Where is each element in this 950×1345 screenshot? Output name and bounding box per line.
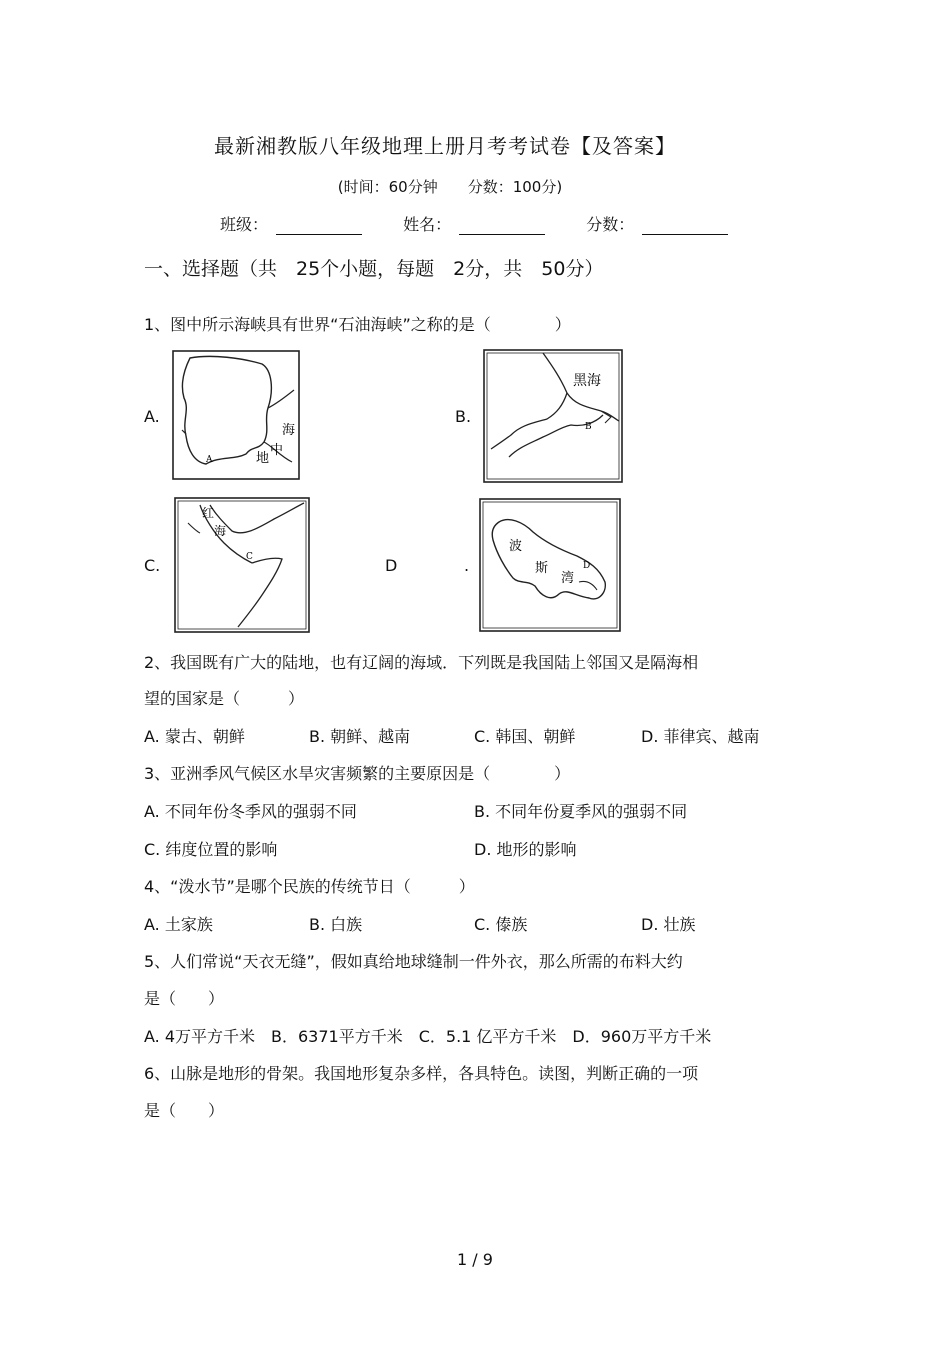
map-d-label-bo: 波 xyxy=(509,539,523,554)
q5-options[interactable]: A. 4万平方千米 B．6371平方千米 C．5.1 亿平方千米 D．960万平方千米 xyxy=(144,1027,712,1046)
class-field[interactable] xyxy=(220,212,362,235)
q2-option-b[interactable]: B. 朝鲜、越南 xyxy=(309,727,411,746)
map-a-label-zhong: 中 xyxy=(270,443,284,458)
map-b-figure xyxy=(483,349,623,483)
q2-stem-line1: 2、我国既有广大的陆地，也有辽阔的海域．下列既是我国陆上邻国又是隔海相 xyxy=(144,653,699,672)
map-c-label-hong: 红 xyxy=(202,506,215,520)
page-number: 1 / 9 xyxy=(457,1250,493,1269)
map-d-label-wan: 湾 xyxy=(561,571,575,586)
q3-option-c[interactable]: C. 纬度位置的影响 xyxy=(144,840,278,859)
q1-map-b[interactable] xyxy=(483,349,623,483)
q4-option-b[interactable]: B. 白族 xyxy=(309,915,363,934)
map-c-marker: C xyxy=(246,552,253,562)
q4-option-c[interactable]: C. 傣族 xyxy=(474,915,528,934)
q3-option-b[interactable]: B. 不同年份夏季风的强弱不同 xyxy=(474,802,688,821)
q2-option-c[interactable]: C. 韩国、朝鲜 xyxy=(474,727,576,746)
map-d-label-si: 斯 xyxy=(535,561,549,576)
score-label: 分数： xyxy=(586,215,635,234)
name-label: 姓名： xyxy=(403,215,452,234)
q2-option-d[interactable]: D. 菲律宾、越南 xyxy=(641,727,760,746)
q1-option-d-dot: . xyxy=(464,556,470,575)
map-d-marker: D xyxy=(583,561,591,571)
map-a-figure xyxy=(172,350,300,480)
score-blank[interactable] xyxy=(642,218,728,235)
map-a-label-di: 地 xyxy=(256,451,270,466)
q1-option-a-label[interactable]: A. xyxy=(144,407,160,426)
q3-option-a[interactable]: A. 不同年份冬季风的强弱不同 xyxy=(144,802,357,821)
map-a-marker: A xyxy=(206,455,213,465)
q3-option-d[interactable]: D. 地形的影响 xyxy=(474,840,577,859)
q1-option-b-label[interactable]: B. xyxy=(455,407,472,426)
q4-option-a[interactable]: A. 土家族 xyxy=(144,915,213,934)
q5-stem-line2: 是（ ） xyxy=(144,989,225,1008)
q1-map-a[interactable] xyxy=(172,350,300,480)
class-label: 班级： xyxy=(220,215,269,234)
q1-option-d-label[interactable]: D xyxy=(385,556,398,575)
exam-meta: (时间：60分钟 分数：100分) xyxy=(337,178,563,196)
q1-stem: 1、图中所示海峡具有世界“石油海峡”之称的是（ ） xyxy=(144,315,571,334)
q1-map-d[interactable] xyxy=(479,498,621,632)
map-a-label-hai: 海 xyxy=(282,423,296,438)
map-d-figure xyxy=(479,498,621,632)
q2-stem-line2: 望的国家是（ ） xyxy=(144,689,305,708)
page-title: 最新湘教版八年级地理上册月考考试卷【及答案】 xyxy=(214,134,676,158)
name-field[interactable] xyxy=(403,212,545,235)
q4-option-d[interactable]: D. 壮族 xyxy=(641,915,696,934)
map-b-marker: B xyxy=(585,422,592,432)
map-b-label: 黑海 xyxy=(573,373,601,389)
class-blank[interactable] xyxy=(276,218,362,235)
map-c-label-hai: 海 xyxy=(214,524,227,538)
score-field[interactable] xyxy=(586,212,728,235)
q2-option-a[interactable]: A. 蒙古、朝鲜 xyxy=(144,727,245,746)
map-c-figure xyxy=(174,497,310,633)
q4-stem: 4、“泼水节”是哪个民族的传统节日（ ） xyxy=(144,877,475,896)
q3-stem: 3、亚洲季风气候区水旱灾害频繁的主要原因是（ ） xyxy=(144,764,571,783)
q6-stem-line2: 是（ ） xyxy=(144,1101,225,1120)
q1-map-c[interactable] xyxy=(174,497,310,633)
section-heading: 一、选择题（共 25个小题，每题 2分，共 50分） xyxy=(144,258,604,280)
student-fields xyxy=(220,212,764,235)
q1-option-c-label[interactable]: C. xyxy=(144,556,161,575)
q5-stem-line1: 5、人们常说“天衣无缝”，假如真给地球缝制一件外衣，那么所需的布料大约 xyxy=(144,952,683,971)
q6-stem-line1: 6、山脉是地形的骨架。我国地形复杂多样，各具特色。读图，判断正确的一项 xyxy=(144,1064,699,1083)
name-blank[interactable] xyxy=(459,218,545,235)
